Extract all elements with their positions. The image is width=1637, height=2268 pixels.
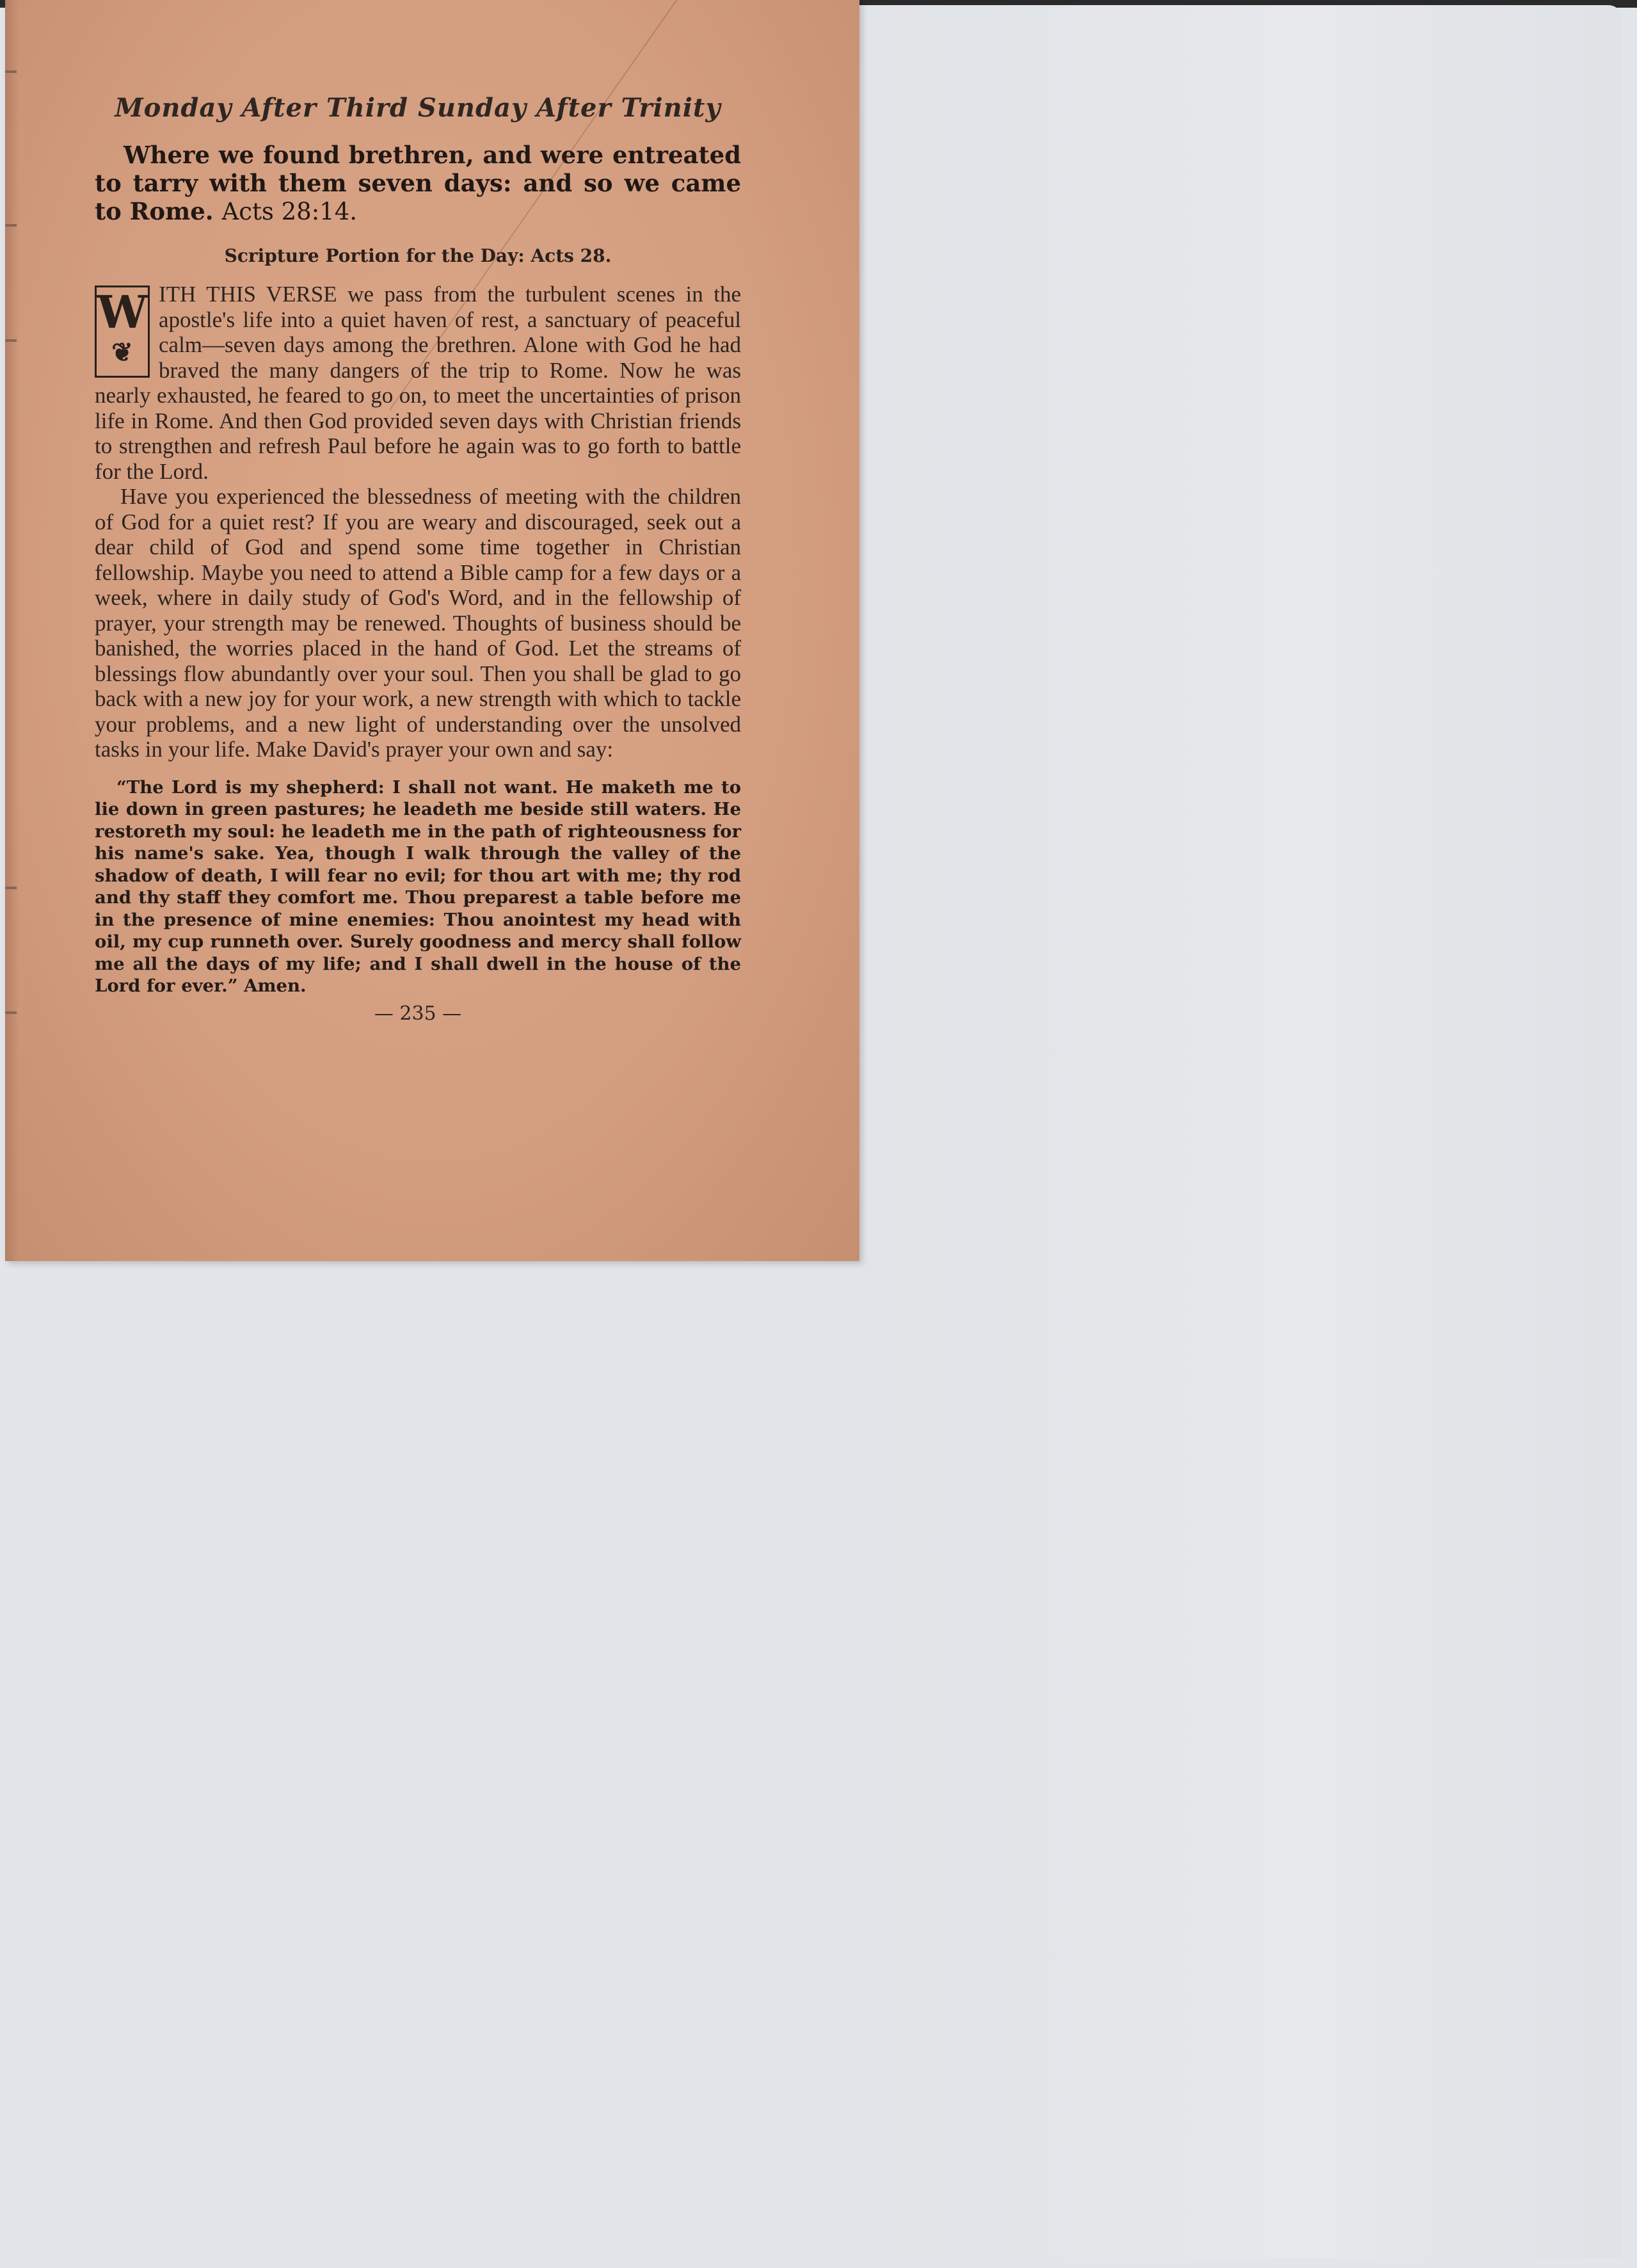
binding-stitch <box>5 224 17 227</box>
scripture-portion: Scripture Portion for the Day: Acts 28. <box>224 245 612 266</box>
binding-stitch <box>5 1011 17 1014</box>
psalm-quote: “The Lord is my shepherd: I shall not want. He maketh me to lie down in green pastures; he leadeth me beside still waters. He restoreth my soul: he leadeth me in the path of righteousness for his name's sake. Yea, though I walk through the valley of the shadow of death, I will fear no evil; for thou art with me; thy rod and thy staff they comfort me. Thou preparest a table before me in the presence of mine enemies: Thou anointest my head with oil, my cup runneth over. Surely goodness and mercy shall follow me all the days of my life; and I shall dwell in the house of the Lord for ever.” Amen. <box>95 776 741 996</box>
binding-stitch <box>5 70 17 73</box>
book-page <box>5 0 859 1261</box>
scanner-background <box>851 5 1622 2258</box>
page-content <box>95 93 741 1025</box>
paragraph-2: Have you experienced the blessedness of meeting with the children of God for a quiet rest? If you are weary and discouraged, seek out a dear child of God and spend some time together in Christian fellowship. Maybe you need to attend a Bible camp for a few days or a week, where in daily study of God's Word, and in the fellowship of prayer, your strength may be renewed. Thoughts of business should be banished, the worries placed in the hand of God. Let the streams of blessings flow abundantly over your soul. Then you shall be glad to go back with a new joy for your work, a new strength with which to tackle your problems, and a new light of understanding over the unsolved tasks in your life. Make David's prayer your own and say: <box>95 484 741 762</box>
binding-stitch <box>5 887 17 889</box>
page-number: — 235 — <box>374 1002 462 1025</box>
binding-stitch <box>5 339 17 342</box>
running-head: Monday After Third Sunday After Trinity <box>115 93 721 123</box>
paragraph-1 <box>95 282 741 484</box>
key-verse-reference: Acts 28:14. <box>221 198 357 225</box>
paragraph-1-text: ITH THIS VERSE we pass from the turbulent scenes in the apostle's life into a quiet haven of rest, a sanctuary of peaceful calm—seven days among the brethren. Alone with God he had braved the many dangers of the trip to Rome. Now he was nearly exhausted, he feared to go on, to meet the uncertainties of prison life in Rome. And then God provided seven days with Christian friends to strengthen and refresh Paul before he again was to go forth to battle for the Lord. <box>95 282 741 484</box>
key-verse-text: Where we found brethren, and were entreated to tarry with them seven days: and so we came to Rome. <box>95 141 741 225</box>
key-verse <box>95 141 741 226</box>
dropcap <box>95 286 150 378</box>
dropcap-letter: W <box>97 286 148 339</box>
ornament-icon: ❦ <box>111 337 133 367</box>
